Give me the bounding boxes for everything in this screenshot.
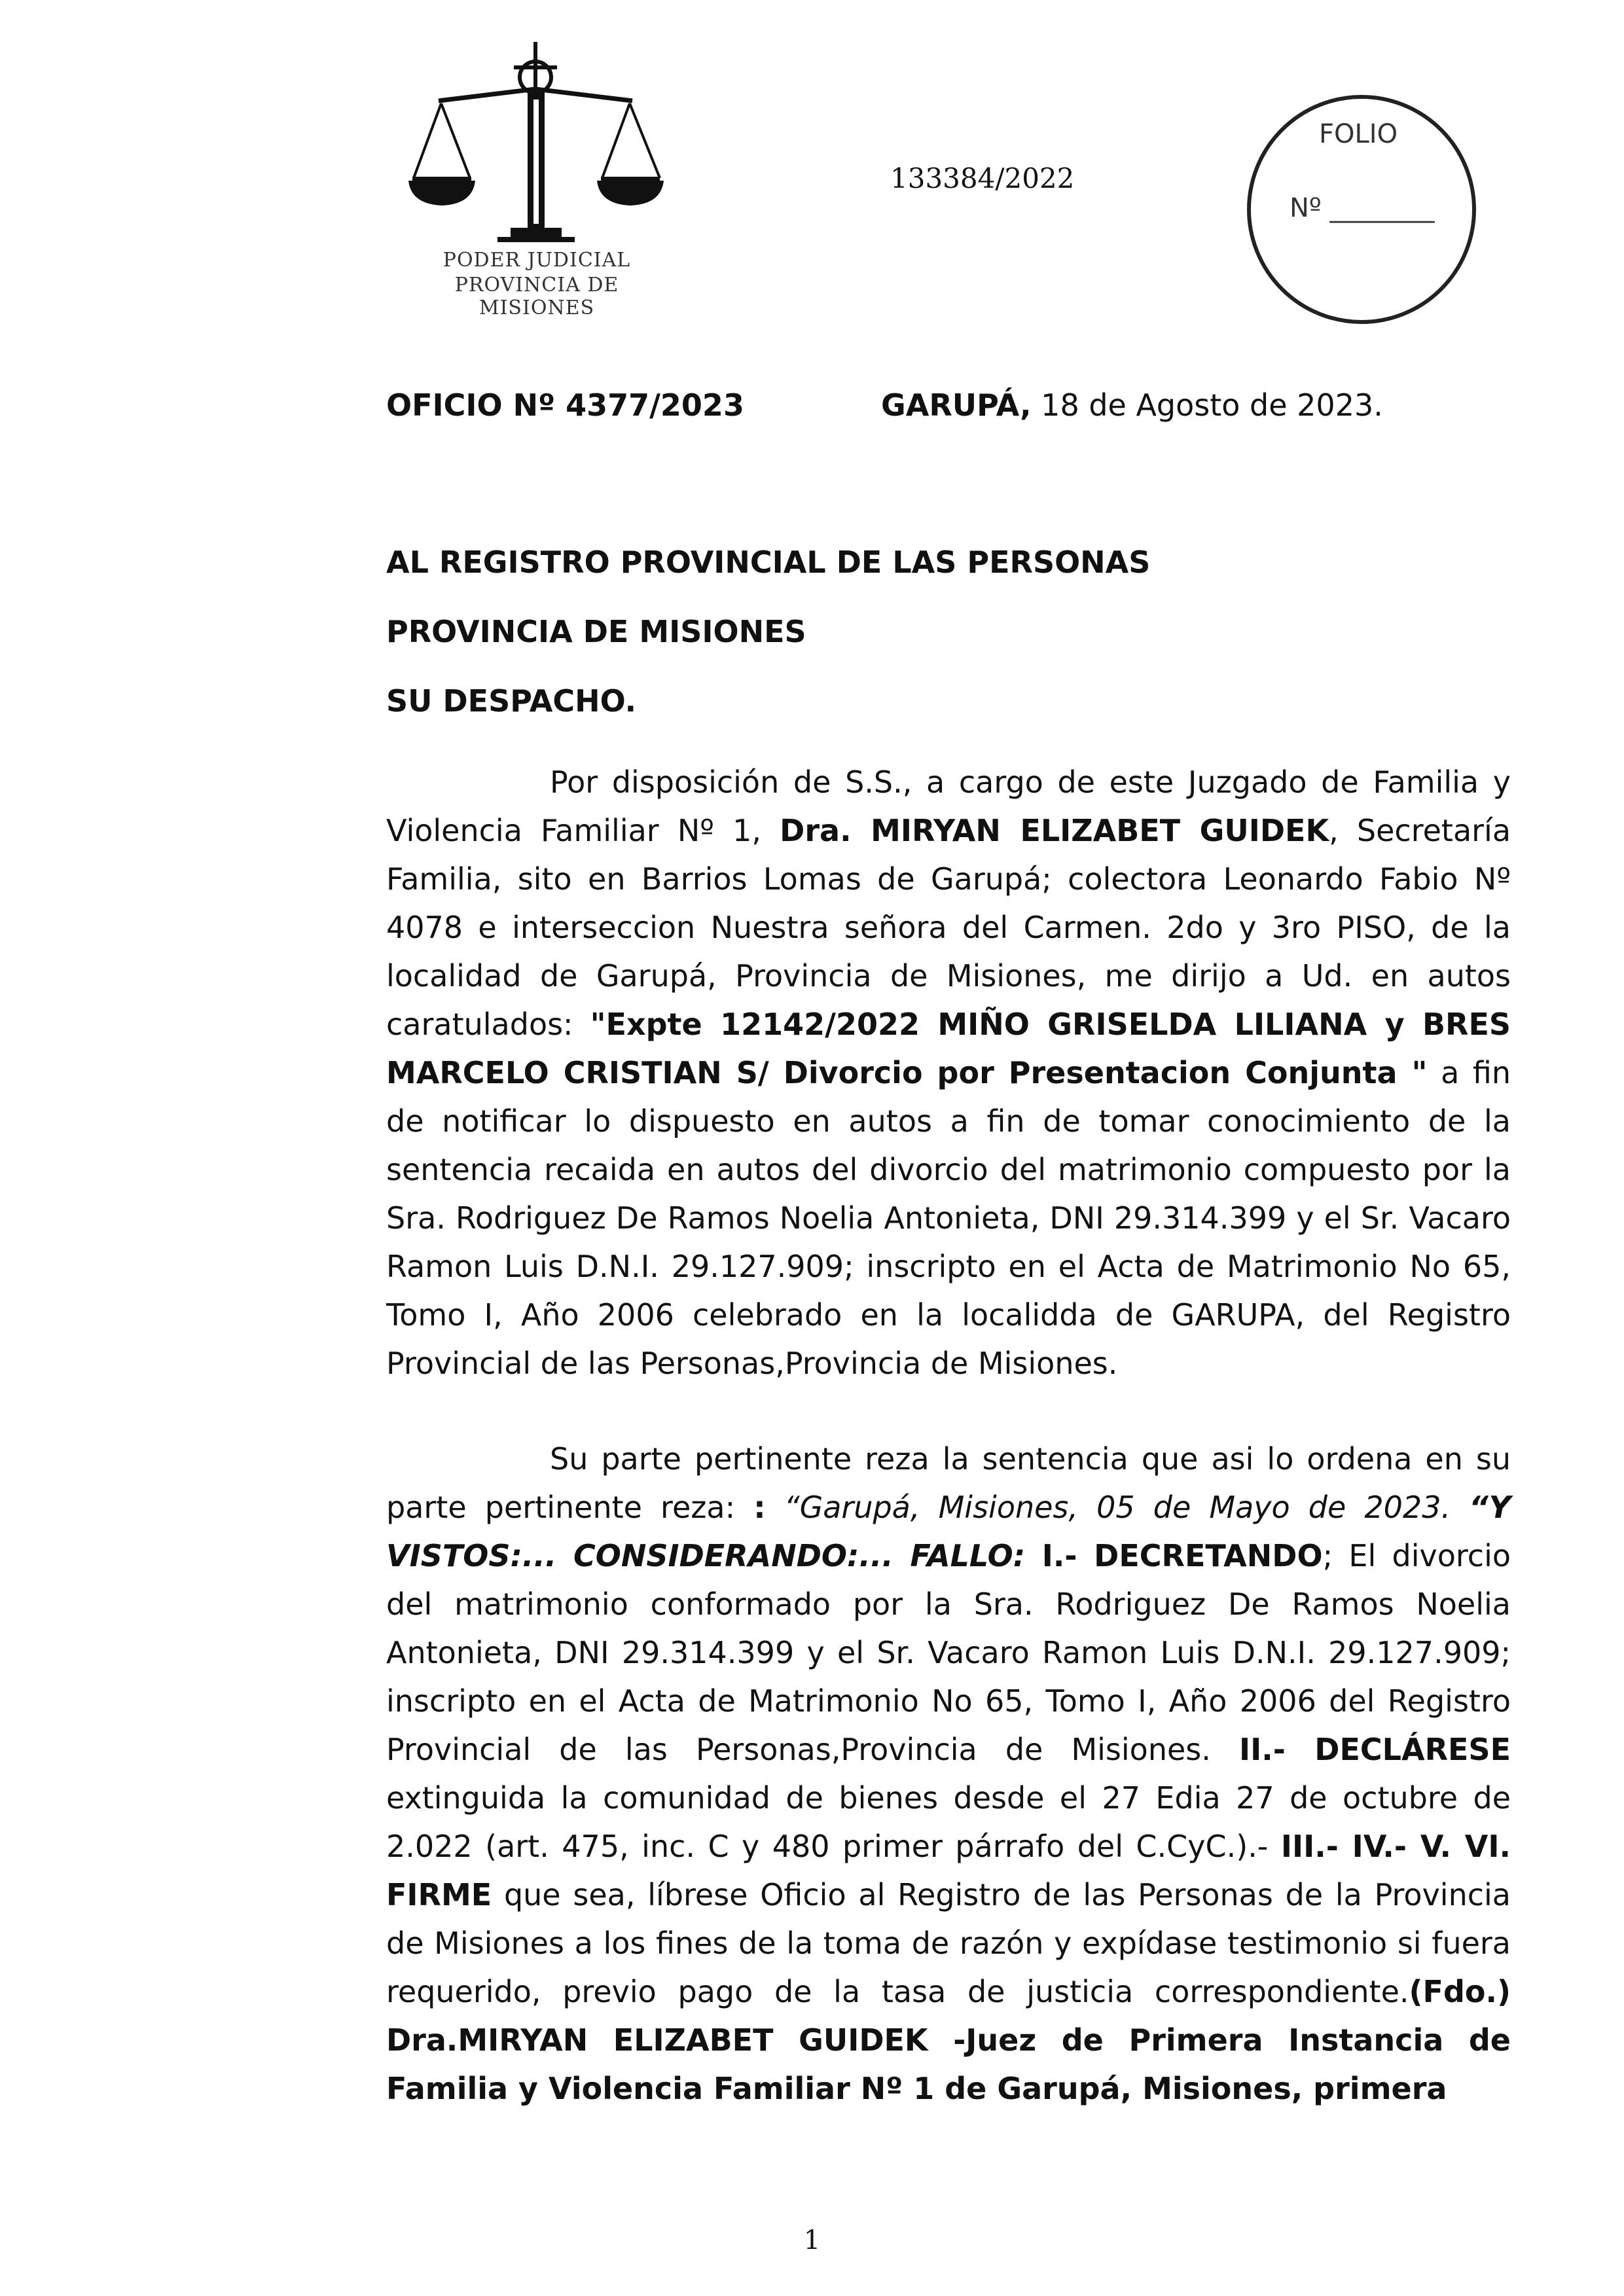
sentence-date: “Garupá, Misiones, 05 de Mayo de 2023. [765, 1490, 1470, 1525]
place-date [881, 387, 1383, 423]
place: GARUPÁ, [881, 387, 1032, 423]
signature-block: (Fdo.) Dra.MIRYAN ELIZABET GUIDEK -Juez de Primera Instancia de Familia y Violencia Familiar Nº 1 de Garupá, Misiones, primera [386, 1974, 1511, 2106]
sentence-heading: “Y VISTOS:... CONSIDERANDO:... FALLO: [386, 1490, 1511, 1573]
date: 18 de Agosto de 2023. [1031, 387, 1383, 423]
oficio-number: OFICIO Nº 4377/2023 [386, 387, 744, 423]
recipient-line-2: PROVINCIA DE MISIONES [386, 614, 806, 649]
logo-line-1: PODER JUDICIAL [442, 249, 631, 272]
folio-label: FOLIO [1319, 119, 1398, 149]
body-paragraph-1: Por disposición de S.S., a cargo de este Juzgado de Familia y Violencia Familiar Nº 1, Dra. MIRYAN ELIZABET GUIDEK, Secretaría Familia, sito en Barrios Lomas de Garupá; colectora Leonardo Fabio Nº 4078 e interseccion Nuestra señora del Carmen. 2do y 3ro PISO, de la localidad de Garupá, Provincia de Misiones, me dirijo a Ud. en autos caratulados: "Expte 12142/2022 MIÑO GRISELDA LILIANA y BRES MARCELO CRISTIAN S/ Divorcio por Presentacion Conjunta " a fin de notificar lo dispuesto en autos a fin de tomar conocimiento de la sentencia recaida en autos del divorcio del matrimonio compuesto por la Sra. Rodriguez De Ramos Noelia Antonieta, DNI 29.314.399 y el Sr. Vacaro Ramon Luis D.N.I. 29.127.909; inscripto en el Acta de Matrimonio No 65, Tomo I, Año 2006 celebrado en la localidda de GARUPA, del Registro Provincial de las Personas,Provincia de Misiones. [386, 764, 1511, 1381]
declarese: II.- DECLÁRESE [1239, 1732, 1511, 1767]
logo-line-2: PROVINCIA DE MISIONES [454, 274, 619, 319]
folio-stamp [1244, 92, 1479, 327]
firme: III.- IV.- V. VI. FIRME [386, 1829, 1511, 1912]
expediente-number: 133384/2022 [890, 162, 1075, 194]
case-title: "Expte 12142/2022 MIÑO GRISELDA LILIANA y BRES MARCELO CRISTIAN S/ Divorcio por Presentacion Conjunta " [386, 1007, 1511, 1090]
scales-of-justice-icon [399, 41, 674, 243]
page-number: 1 [803, 2225, 821, 2255]
poder-judicial-logo [399, 41, 674, 319]
judge-name: Dra. MIRYAN ELIZABET GUIDEK [780, 813, 1329, 848]
folio-number-label: Nº ________ [1290, 193, 1435, 223]
body-paragraph-2: Su parte pertinente reza la sentencia que asi lo ordena en su parte pertinente reza: : “Garupá, Misiones, 05 de Mayo de 2023. “Y VISTOS:... CONSIDERANDO:... FALLO: I.- DECRETANDO; El divorcio del matrimonio conformado por la Sra. Rodriguez De Ramos Noelia Antonieta, DNI 29.314.399 y el Sr. Vacaro Ramon Luis D.N.I. 29.127.909; inscripto en el Acta de Matrimonio No 65, Tomo I, Año 2006 del Registro Provincial de las Personas,Provincia de Misiones. II.- DECLÁRESE extinguida la comunidad de bienes desde el 27 Edia 27 de octubre de 2.022 (art. 475, inc. C y 480 primer párrafo del C.CyC.).- III.- IV.- V. VI. FIRME que sea, líbrese Oficio al Registro de las Personas de la Provincia de Misiones a los fines de la toma de razón y expídase testimonio si fuera requerido, previo pago de la tasa de justicia correspondiente.(Fdo.) Dra.MIRYAN ELIZABET GUIDEK -Juez de Primera Instancia de Familia y Violencia Familiar Nº 1 de Garupá, Misiones, primera [386, 1441, 1511, 2106]
recipient-line-3: SU DESPACHO. [386, 683, 637, 719]
decretando: I.- DECRETANDO [1025, 1538, 1323, 1573]
header-line [386, 387, 1383, 423]
recipient-line-1: AL REGISTRO PROVINCIAL DE LAS PERSONAS [386, 545, 1151, 580]
